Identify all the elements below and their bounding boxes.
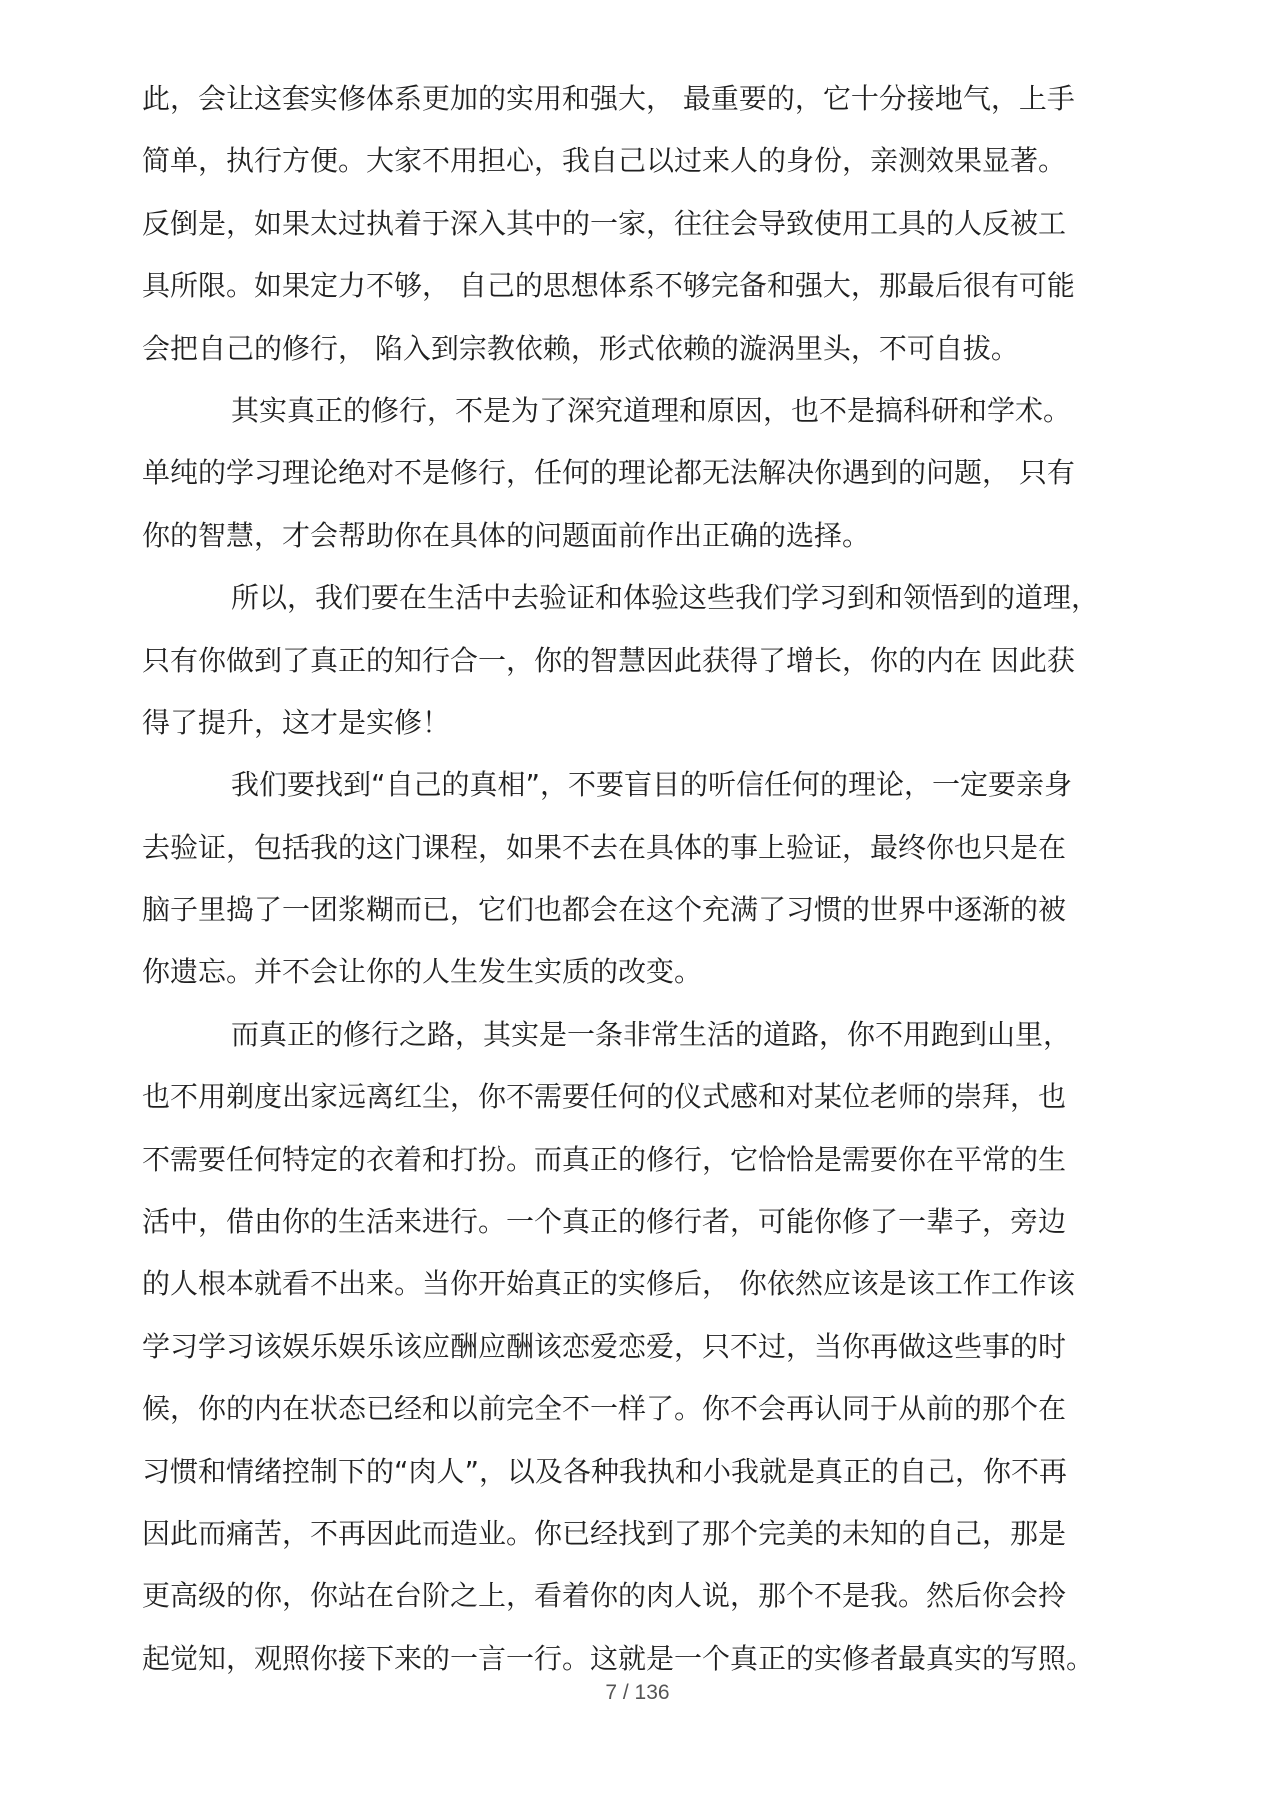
text-line: 此，会让这套实修体系更加的实用和强大， 最重要的，它十分接地气，上手 bbox=[142, 82, 1075, 115]
text-line: 因此而痛苦，不再因此而造业。你已经找到了那个完美的未知的自己，那是 bbox=[142, 1516, 1067, 1550]
text-line: 简单，执行方便。大家不用担心，我自己以过来人的身份，亲测效果显著。 bbox=[142, 144, 1067, 178]
text-line: 单纯的学习理论绝对不是修行，任何的理论都无法解决你遇到的问题， 只有 bbox=[142, 456, 1075, 490]
text-line: 而真正的修行之路，其实是一条非常生活的道路，你不用跑到山里， bbox=[231, 1017, 1072, 1051]
text-line: 具所限。如果定力不够， 自己的思想体系不够完备和强大，那最后很有可能 bbox=[142, 269, 1075, 303]
page-number: 7 / 136 bbox=[605, 1681, 670, 1704]
text-line: 习惯和情绪控制下的“肉人”，以及各种我执和小我就是真正的自己，你不再 bbox=[142, 1454, 1068, 1488]
text-line: 活中，借由你的生活来进行。一个真正的修行者，可能你修了一辈子，旁边 bbox=[142, 1205, 1067, 1239]
text-line: 学习学习该娱乐娱乐该应酬应酬该恋爱恋爱，只不过，当你再做这些事的时 bbox=[142, 1329, 1067, 1363]
text-line: 也不用剃度出家远离红尘，你不需要任何的仪式感和对某位老师的崇拜，也 bbox=[142, 1080, 1067, 1114]
body-text bbox=[142, 68, 1142, 1690]
text-line: 其实真正的修行，不是为了深究道理和原因，也不是搞科研和学术。 bbox=[231, 393, 1072, 427]
text-line: 会把自己的修行， 陷入到宗教依赖，形式依赖的漩涡里头，不可自拔。 bbox=[142, 331, 1019, 365]
text-line: 你遗忘。并不会让你的人生发生实质的改变。 bbox=[142, 955, 703, 989]
text-line: 脑子里捣了一团浆糊而已，它们也都会在这个充满了习惯的世界中逐渐的被 bbox=[142, 893, 1067, 927]
text-line: 得了提升，这才是实修！ bbox=[142, 705, 451, 739]
text-line: 你的智慧，才会帮助你在具体的问题面前作出正确的选择。 bbox=[142, 518, 871, 552]
text-line: 更高级的你，你站在台阶之上，看着你的肉人说，那个不是我。然后你会拎 bbox=[142, 1579, 1067, 1613]
text-line: 去验证，包括我的这门课程，如果不去在具体的事上验证，最终你也只是在 bbox=[142, 830, 1067, 864]
text-line: 起觉知，观照你接下来的一言一行。这就是一个真正的实修者最真实的写照。 bbox=[142, 1641, 1095, 1675]
text-line: 的人根本就看不出来。当你开始真正的实修后， 你依然应该是该工作工作该 bbox=[142, 1267, 1075, 1301]
text-line: 不需要任何特定的衣着和打扮。而真正的修行，它恰恰是需要你在平常的生 bbox=[142, 1142, 1067, 1176]
text-line: 我们要找到“自己的真相”，不要盲目的听信任何的理论，一定要亲身 bbox=[231, 768, 1073, 802]
text-line: 所以，我们要在生活中去验证和体验这些我们学习到和领悟到的道理， bbox=[231, 581, 1100, 615]
text-line: 候，你的内在状态已经和以前完全不一样了。你不会再认同于从前的那个在 bbox=[142, 1392, 1067, 1426]
text-line: 只有你做到了真正的知行合一，你的智慧因此获得了增长，你的内在 因此获 bbox=[142, 643, 1075, 677]
text-line: 反倒是，如果太过执着于深入其中的一家，往往会导致使用工具的人反被工 bbox=[142, 206, 1067, 240]
